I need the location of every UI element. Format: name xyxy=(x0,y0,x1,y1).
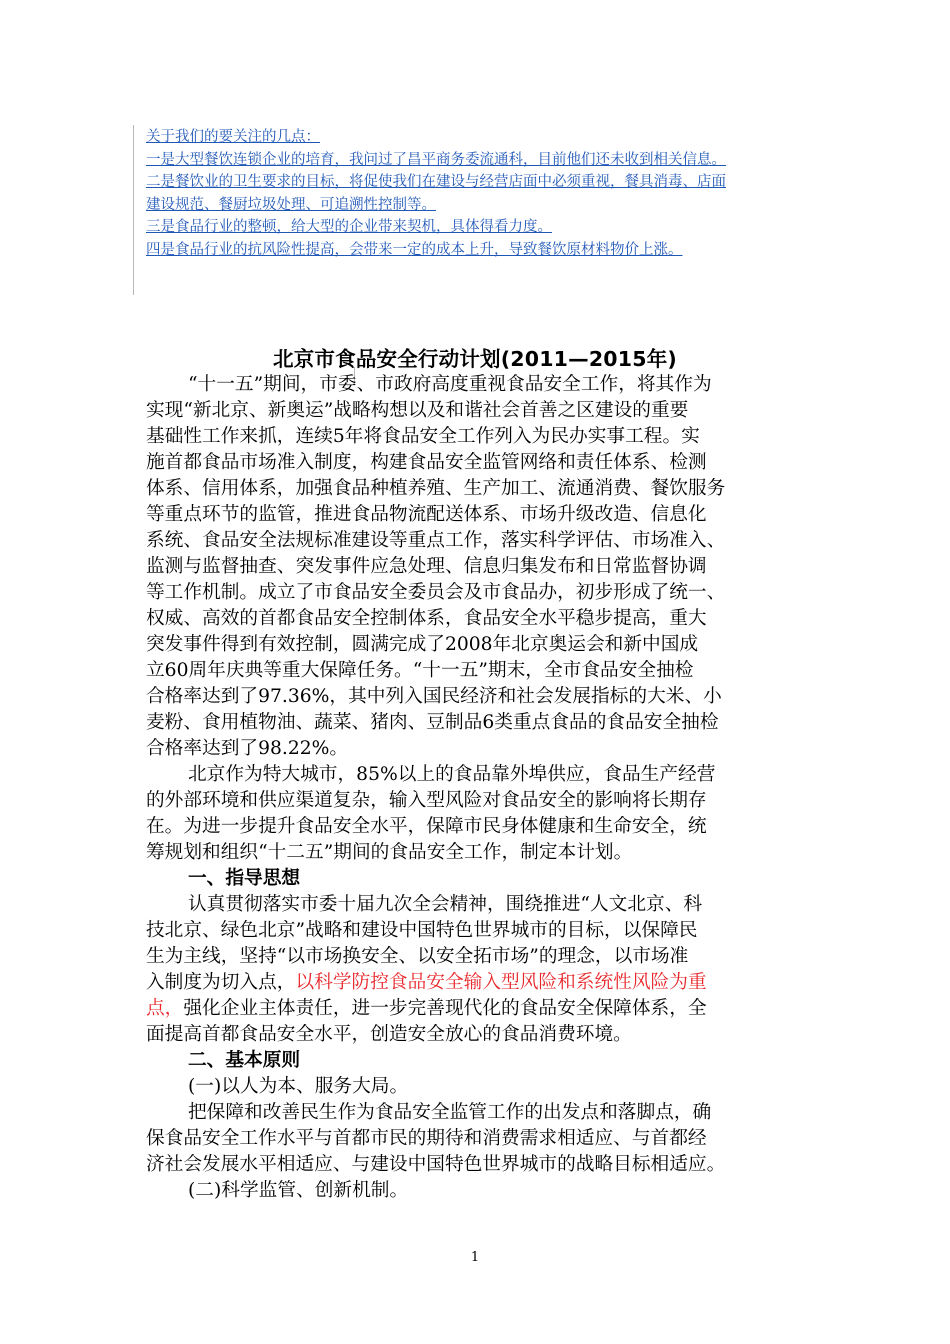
comment-point-3[interactable]: 三是食品行业的整顿，给大型的企业带来契机，具体得看力度。 xyxy=(146,219,552,235)
highlighted-text: 以科学防控食品安全输入型风险和系统性风险为重 xyxy=(295,972,707,993)
paragraph-line: “十一五”期间，市委、市政府高度重视食品安全工作，将其作为 xyxy=(188,374,712,395)
paragraph-line: 合格率达到了97.36%，其中列入国民经济和社会发展指标的大米、小 xyxy=(146,686,722,707)
paragraph-line: 系统、食品安全法规标准建设等重点工作，落实科学评估、市场准入、 xyxy=(146,530,726,551)
comment-point-4[interactable]: 四是食品行业的抗风险性提高，会带来一定的成本上升，导致餐饮原材料物价上涨。 xyxy=(146,241,683,258)
paragraph-line: 技北京、绿色北京”战略和建设中国特色世界城市的目标，以保障民 xyxy=(146,920,698,941)
paragraph-line xyxy=(146,970,826,995)
paragraph-line: 突发事件得到有效控制，圆满完成了2008年北京奥运会和新中国成 xyxy=(146,634,699,655)
comment-block xyxy=(146,126,826,261)
paragraph-text: 强化企业主体责任，进一步完善现代化的食品安全保障体系，全 xyxy=(183,998,707,1019)
paragraph-line: 等工作机制。成立了市食品安全委员会及市食品办，初步形成了统一、 xyxy=(146,582,726,603)
subsection-heading: (一)以人为本、服务大局。 xyxy=(188,1076,409,1097)
paragraph-line xyxy=(146,996,826,1021)
comment-point-2-continued[interactable]: 建设规范、餐厨垃圾处理、可追溯性控制等。 xyxy=(146,196,436,213)
paragraph-line: 认真贯彻落实市委十届九次全会精神，围绕推进“人文北京、科 xyxy=(188,894,703,915)
paragraph-line: 保食品安全工作水平与首都市民的期待和消费需求相适应、与首都经 xyxy=(146,1128,707,1149)
paragraph-line: 筹规划和组织“十二五”期间的食品安全工作，制定本计划。 xyxy=(146,842,633,863)
paragraph-line: 把保障和改善民生作为食品安全监管工作的出发点和落脚点，确 xyxy=(188,1102,712,1123)
paragraph-line: 施首都食品市场准入制度，构建食品安全监管网络和责任体系、检测 xyxy=(146,452,707,473)
paragraph-line: 的外部环境和供应渠道复杂，输入型风险对食品安全的影响将长期存 xyxy=(146,790,707,811)
comment-heading[interactable]: 关于我们的要关注的几点： xyxy=(146,129,320,145)
page-number: 1 xyxy=(470,1250,480,1265)
paragraph-line: 北京作为特大城市，85%以上的食品靠外埠供应，食品生产经营 xyxy=(188,764,716,785)
section-heading-basic-principles: 二、基本原则 xyxy=(188,1050,301,1071)
comment-point-2[interactable]: 二是餐饮业的卫生要求的目标，将促使我们在建设与经营店面中必须重视，餐具消毒、店面 xyxy=(146,174,726,190)
document-title: 北京市食品安全行动计划(2011—2015年) xyxy=(273,347,677,371)
comment-point-1[interactable]: 一是大型餐饮连锁企业的培育，我问过了昌平商务委流通科，目前他们还未收到相关信息。 xyxy=(146,151,726,168)
paragraph-line: 麦粉、食用植物油、蔬菜、猪肉、豆制品6类重点食品的食品安全抽检 xyxy=(146,712,719,733)
subsection-heading: (二)科学监管、创新机制。 xyxy=(188,1180,409,1201)
paragraph-line: 在。为进一步提升食品安全水平，保障市民身体健康和生命安全，统 xyxy=(146,816,707,837)
paragraph-line: 监测与监督抽查、突发事件应急处理、信息归集发布和日常监督协调 xyxy=(146,556,707,577)
paragraph-line: 面提高首都食品安全水平，创造安全放心的食品消费环境。 xyxy=(146,1024,632,1045)
paragraph-line: 生为主线，坚持“以市场换安全、以安全拓市场”的理念，以市场准 xyxy=(146,946,689,967)
paragraph-line: 体系、信用体系，加强食品种植养殖、生产加工、流通消费、餐饮服务 xyxy=(146,478,726,499)
comment-margin-bar xyxy=(133,125,134,295)
paragraph-text: 入制度为切入点， xyxy=(146,972,296,993)
paragraph-line: 济社会发展水平相适应、与建设中国特色世界城市的战略目标相适应。 xyxy=(146,1154,726,1175)
highlighted-text: 点， xyxy=(146,998,184,1019)
paragraph-line: 实现“新北京、新奥运”战略构想以及和谐社会首善之区建设的重要 xyxy=(146,400,689,421)
section-heading-guiding-ideology: 一、指导思想 xyxy=(188,868,301,889)
paragraph-line: 基础性工作来抓，连续5年将食品安全工作列入为民办实事工程。实 xyxy=(146,426,700,447)
paragraph-line: 立60周年庆典等重大保障任务。“十一五”期末，全市食品安全抽检 xyxy=(146,660,694,681)
paragraph-line: 等重点环节的监管，推进食品物流配送体系、市场升级改造、信息化 xyxy=(146,504,707,525)
paragraph-line: 合格率达到了98.22%。 xyxy=(146,738,349,759)
paragraph-line: 权威、高效的首都食品安全控制体系，食品安全水平稳步提高，重大 xyxy=(146,608,707,629)
